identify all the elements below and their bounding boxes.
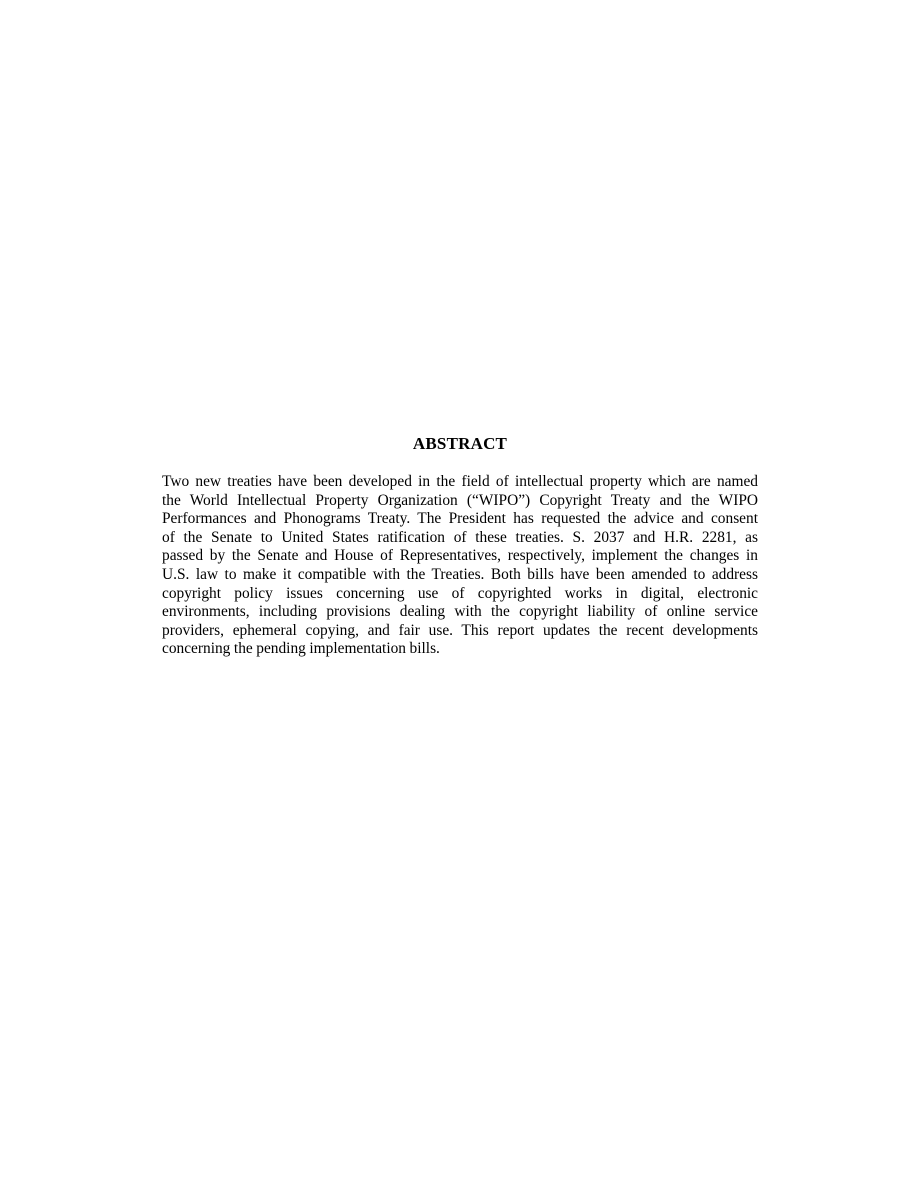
abstract-line: the World Intellectual Property Organization (“WIPO”) Copyright Treaty and the WIPO [162,491,758,509]
abstract-line: Performances and Phonograms Treaty. The President has requested the advice and consent [162,510,758,528]
abstract-line: environments, including provisions dealing with the copyright liability of online service [162,603,758,621]
abstract-line: Two new treaties have been developed in the field of intellectual property which are named [162,473,758,490]
abstract-line: of the Senate to United States ratification of these treaties. S. 2037 and H.R. 2281, as [162,528,758,546]
abstract-paragraph [162,473,758,659]
abstract-line: passed by the Senate and House of Representatives, respectively, implement the changes in [162,547,758,565]
abstract-line: copyright policy issues concerning use of copyrighted works in digital, electronic [162,584,758,602]
abstract-section [162,434,758,659]
abstract-line: concerning the pending implementation bills. [162,640,440,658]
abstract-heading: ABSTRACT [412,434,508,453]
abstract-line: providers, ephemeral copying, and fair use. This report updates the recent developments [162,621,758,639]
abstract-line: U.S. law to make it compatible with the Treaties. Both bills have been amended to address [162,565,758,583]
